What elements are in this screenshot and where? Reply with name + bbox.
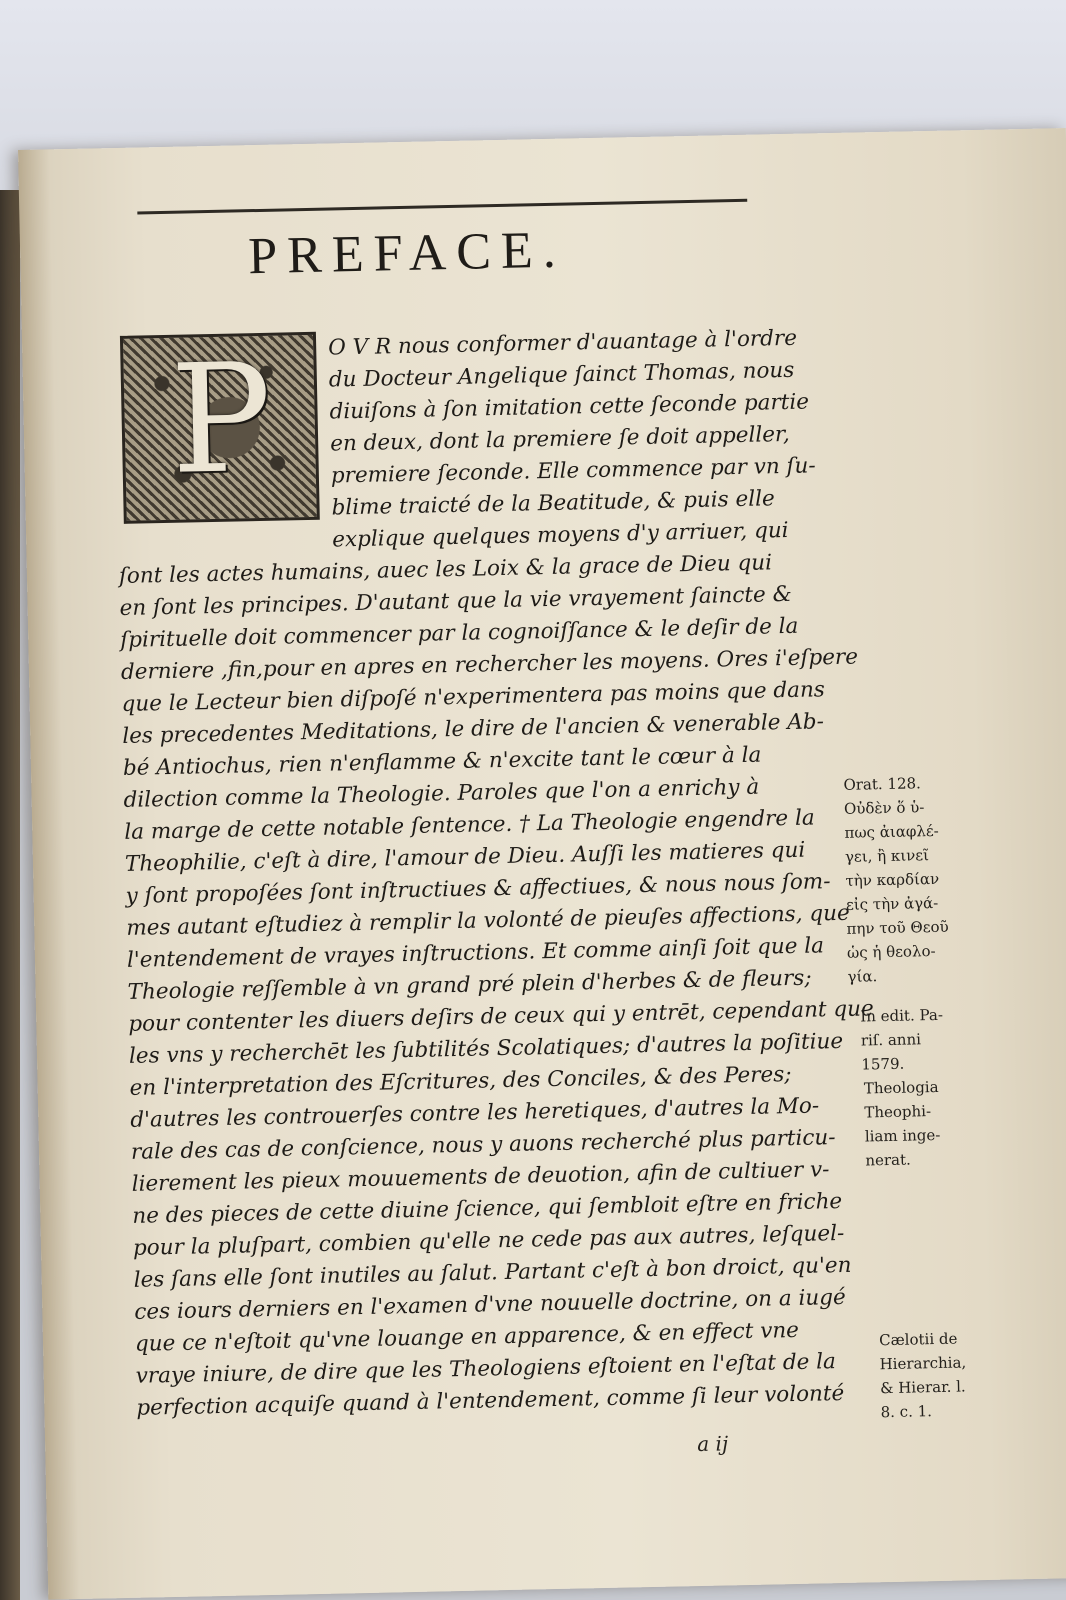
text-line: en ſont les principes. D'autant que la vie vrayement ſaincte & bbox=[119, 581, 793, 621]
margin-note-line: τὴν καρδίαν bbox=[845, 869, 940, 890]
text-line: blime traicté de la Beatitude, & puis elle bbox=[331, 486, 775, 521]
text-line: les vns y recherchēt les ſubtilités Scolatiques; d'autres la poſitiue bbox=[128, 1028, 844, 1069]
text-line: les precedentes Meditations, le dire de l'ancien & venerable Ab- bbox=[122, 709, 825, 749]
text-line: que ce n'eſtoit qu'vne louange en apparence, & en effect vne bbox=[134, 1317, 800, 1357]
initial-letter: P bbox=[168, 331, 274, 508]
margin-note-line: liam inge- bbox=[864, 1125, 941, 1146]
text-line: Theologie reſſemble à vn grand pré plein d'herbes & de fleurs; bbox=[127, 965, 812, 1005]
margin-note-line: Theophi- bbox=[864, 1102, 932, 1122]
margin-note-line: 8. c. 1. bbox=[880, 1402, 933, 1422]
text-line: ces iours derniers en l'examen d'vne nouuelle doctrine, on a iugé bbox=[134, 1284, 846, 1325]
text-line: vraye iniure, de dire que les Theologiens eſtoient en l'eſtat de la bbox=[135, 1349, 837, 1389]
text-line: perfection acquiſe quand à l'entendement, comme ſi leur volonté bbox=[136, 1380, 845, 1421]
text-line: ne des pieces de cette diuine ſcience, qui ſembloit eſtre en friche bbox=[132, 1188, 843, 1229]
margin-note-line: Orat. 128. bbox=[843, 774, 922, 794]
margin-note-line: ὡς ἡ θεολο- bbox=[846, 941, 936, 962]
margin-note-line: & Hierar. l. bbox=[879, 1377, 966, 1398]
text-line: premiere ſeconde. Elle commence par vn ſu- bbox=[330, 453, 816, 489]
book-page bbox=[18, 128, 1066, 1600]
text-line: derniere ,fin,pour en apres en rechercher les moyens. Ores i'eſpere bbox=[120, 644, 859, 685]
decorated-initial bbox=[120, 332, 320, 524]
text-line: la marge de cette notable ſentence. † La Theologie engendre la bbox=[124, 805, 815, 845]
text-line: dilection comme la Theologie. Paroles que l'on a enrichy à bbox=[123, 774, 760, 813]
text-line: du Docteur Angelique ſainct Thomas, nous bbox=[328, 357, 795, 393]
text-line: bé Antiochus, rien n'enflamme & n'excite tant le cœur à la bbox=[122, 742, 762, 781]
text-line: pour la pluſpart, combien qu'elle ne cede pas aux autres, leſquel- bbox=[132, 1220, 845, 1261]
page-signature: a ij bbox=[696, 1431, 729, 1457]
margin-note-line: 1579. bbox=[861, 1054, 905, 1074]
book-spine bbox=[0, 190, 20, 1600]
margin-note-line: εἰς τὴν ἀγά- bbox=[845, 893, 939, 914]
margin-note-line: nerat. bbox=[865, 1150, 911, 1170]
margin-note-line: πην τοῦ Θεοῦ bbox=[846, 917, 949, 938]
text-line: les ſans elle ſont inutiles au ſalut. Partant c'eſt à bon droict, qu'en bbox=[133, 1252, 852, 1293]
margin-note-line: πως ἀιαφλέ- bbox=[844, 821, 939, 842]
margin-note-line: γει, ἢ κινεῖ bbox=[844, 846, 930, 866]
header-rule bbox=[137, 199, 747, 215]
margin-note-line: Hierarchia, bbox=[879, 1353, 967, 1374]
margin-note-line: Cælotii de bbox=[878, 1329, 958, 1350]
text-line: en deux, dont la premiere ſe doit appeller, bbox=[329, 421, 790, 457]
text-line: ſont les actes humains, auec les Loix & la grace de Dieu qui bbox=[118, 550, 773, 589]
text-line: rale des cas de conſcience, nous y auons recherché plus particu- bbox=[130, 1125, 836, 1165]
margin-note-line: Theologia bbox=[863, 1077, 939, 1098]
text-line: ſpirituelle doit commencer par la cognoiſſance & le deſir de la bbox=[120, 613, 799, 653]
margin-note-line: riſ. anni bbox=[860, 1030, 922, 1050]
margin-note-line: γία. bbox=[847, 967, 878, 986]
text-line: lierement les pieux mouuements de deuotion, afin de cultiuer v- bbox=[131, 1157, 830, 1197]
text-line: pour contenter les diuers deſirs de ceux qui y entrēt, cependant que bbox=[128, 996, 874, 1037]
text-line: en l'interpretation des Eſcritures, des Conciles, & des Peres; bbox=[129, 1062, 792, 1101]
text-line: explique quelques moyens d'y arriuer, qui bbox=[331, 517, 789, 553]
text-line: mes autant eſtudiez à remplir la volonté de pieuſes affections, que bbox=[126, 900, 850, 941]
text-line: O V R nous conformer d'auantage à l'ordre bbox=[327, 325, 798, 361]
text-line: que le Lecteur bien diſpoſé n'experimentera pas moins que dans bbox=[121, 677, 826, 717]
page-title: PREFACE. bbox=[247, 221, 567, 286]
text-line: Theophilie, c'eſt à dire, l'amour de Dieu. Auſſi les matieres qui bbox=[124, 837, 806, 877]
margin-note-line: Οὐδὲν ὅ ὑ- bbox=[843, 798, 925, 818]
text-line: l'entendement de vrayes inſtructions. Et comme ainſi ſoit que la bbox=[126, 933, 825, 973]
text-line: y ſont propoſées ſont inſtructiues & affectiues, & nous nous ſom- bbox=[125, 869, 831, 909]
text-line: d'autres les controuerſes contre les heretiques, d'autres la Mo- bbox=[130, 1093, 820, 1133]
margin-note-line: In edit. Pa- bbox=[860, 1005, 944, 1026]
text-line: diuiſons à ſon imitation cette ſeconde partie bbox=[329, 389, 810, 425]
